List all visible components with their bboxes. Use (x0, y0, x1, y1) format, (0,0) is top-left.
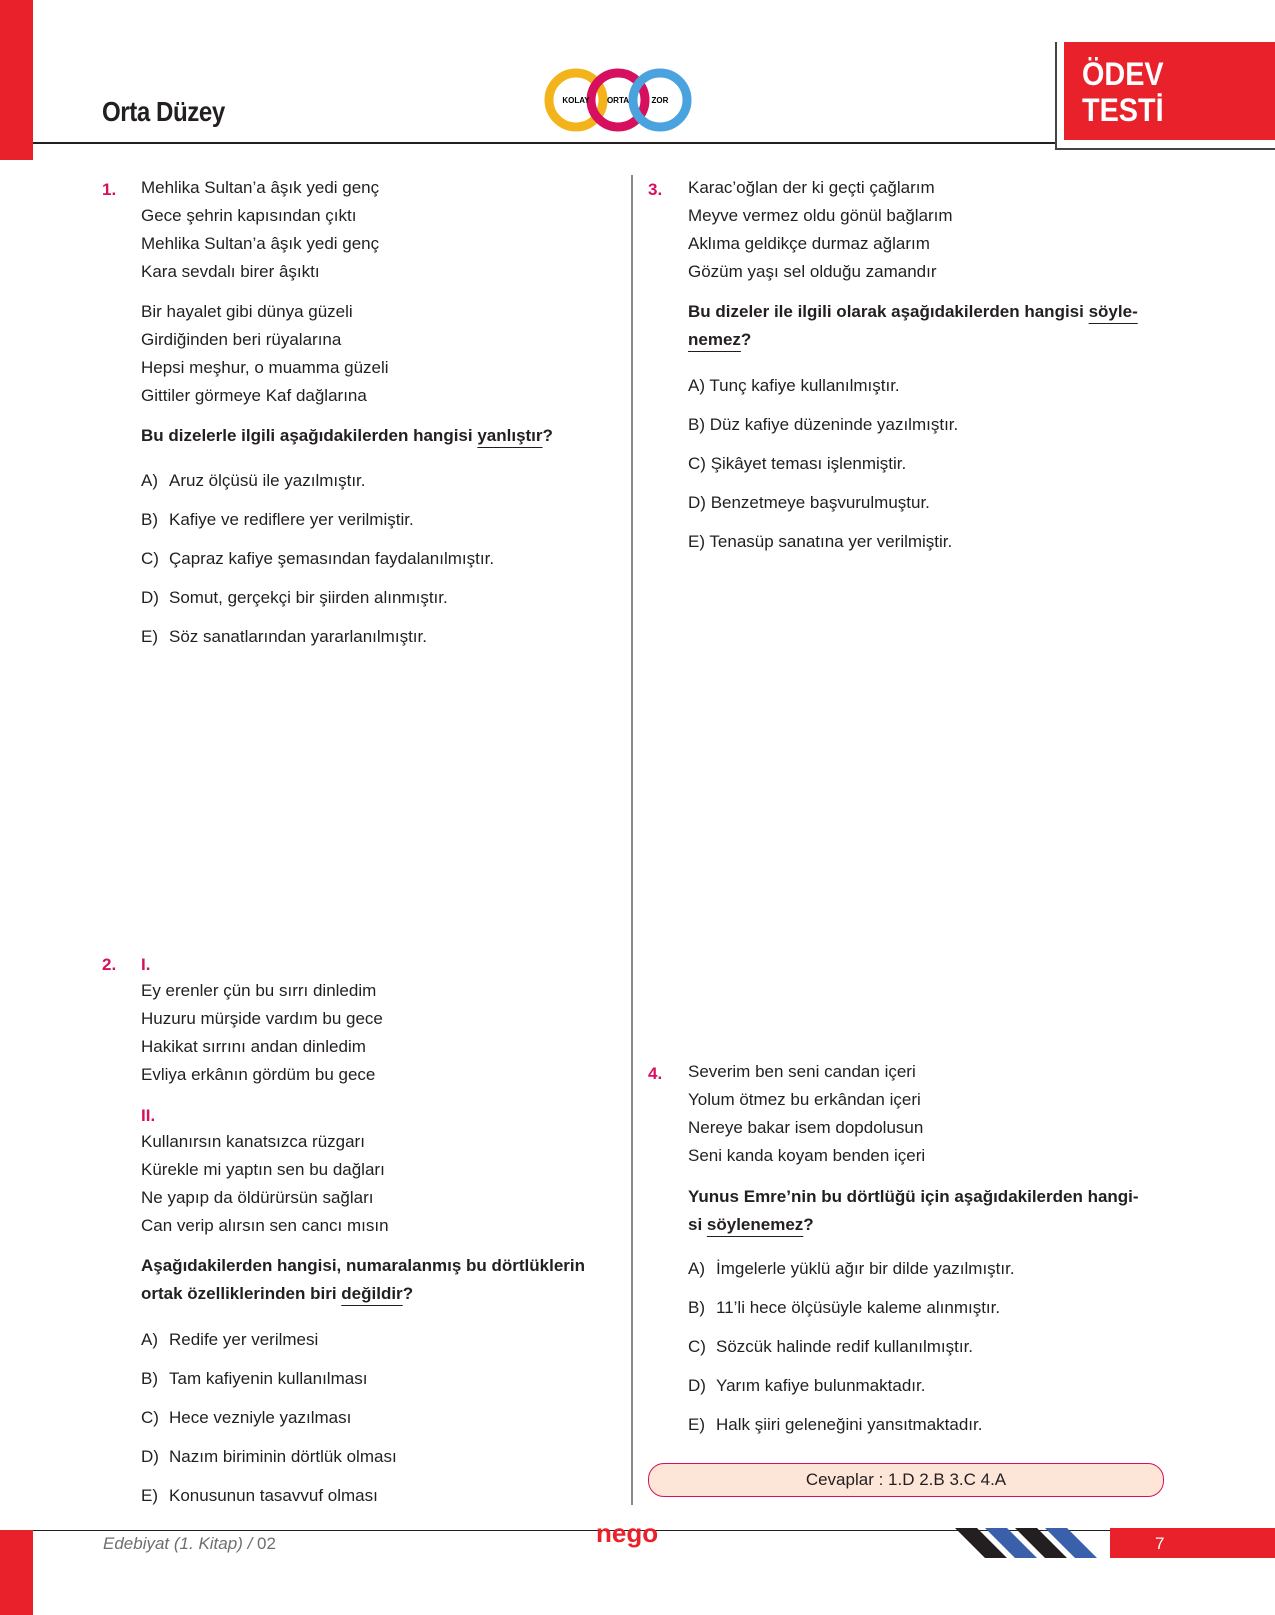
q4-option-e[interactable] (688, 1415, 982, 1435)
q4-option-e-text: Halk şiiri geleneğini yansıtmaktadır. (716, 1415, 983, 1434)
q2-option-b[interactable] (141, 1369, 367, 1389)
q3-stanza (688, 174, 953, 286)
q3-question-mark: ? (740, 330, 752, 349)
q2-s1-line-3: Hakikat sırrını andan dinledim (141, 1037, 366, 1056)
q1-option-e-text: Söz sanatlarından yararlanılmıştır. (169, 627, 427, 646)
q2-option-c-letter: C) (141, 1408, 159, 1427)
q4-line-1: Severim ben seni candan içeri (688, 1062, 916, 1081)
q4-number: 4. (648, 1064, 663, 1083)
q4-option-c-letter: C) (688, 1337, 706, 1356)
answer-key: Cevaplar : 1.D 2.B 3.C 4.A (648, 1463, 1164, 1497)
q3-option-e-letter: E) (688, 532, 705, 551)
q3-line-4: Gözüm yaşı sel olduğu zamandır (688, 262, 937, 281)
q3-question (688, 298, 1138, 354)
q4-option-a[interactable] (688, 1259, 1015, 1279)
q1-option-c[interactable] (141, 549, 494, 569)
q3-question-underlined-1: söyle- (1088, 302, 1138, 321)
q2-question-underlined: değildir (341, 1284, 403, 1303)
q4-question-mark: ? (803, 1215, 814, 1234)
footer-book-number: 02 (257, 1534, 276, 1553)
q1-option-b[interactable] (141, 510, 414, 530)
q3-option-c-text: Şikâyet teması işlenmiştir. (710, 454, 907, 473)
q1-question-mark: ? (542, 426, 553, 445)
q2-option-b-letter: B) (141, 1369, 158, 1388)
q3-option-b[interactable] (688, 415, 958, 435)
q2-question-line-2 (141, 1280, 585, 1308)
q3-question-line-2 (688, 326, 1138, 354)
q1-stanza-1 (141, 174, 379, 286)
q1-option-e-letter: E) (141, 627, 158, 646)
q4-question-underlined: söylenemez (706, 1215, 804, 1234)
q1-s1-line-4: Kara sevdalı birer âşıktı (141, 262, 320, 281)
q1-s2-line-1: Bir hayalet gibi dünya güzeli (141, 302, 353, 321)
q1-s2-line-3: Hepsi meşhur, o muamma güzeli (141, 358, 389, 377)
q1-option-e[interactable] (141, 627, 427, 647)
q3-option-e[interactable] (688, 532, 952, 552)
q4-question-line-1: Yunus Emre’nin bu dörtlüğü için aşağıdakilerden hangi- (688, 1187, 1139, 1206)
q4-option-c[interactable] (688, 1337, 973, 1357)
q3-option-c[interactable] (688, 454, 906, 474)
q2-s1-line-2: Huzuru mürşide vardım bu gece (141, 1009, 383, 1028)
q2-option-d-text: Nazım biriminin dörtlük olması (169, 1447, 397, 1466)
q4-option-b[interactable] (688, 1298, 1000, 1318)
q4-option-b-text: 11’li hece ölçüsüyle kaleme alınmıştır. (716, 1298, 1001, 1317)
q3-number: 3. (648, 180, 663, 199)
q4-option-b-letter: B) (688, 1298, 705, 1317)
q4-line-2: Yolum ötmez bu erkândan içeri (688, 1090, 921, 1109)
q1-option-b-letter: B) (141, 510, 158, 529)
header-divider (33, 142, 1055, 144)
difficulty-zor: ZOR (651, 96, 669, 105)
q3-option-c-letter: C) (688, 454, 706, 473)
difficulty-orta: ORTA (606, 96, 630, 105)
q3-line-1: Karac’oğlan der ki geçti çağlarım (688, 178, 935, 197)
q1-option-d-letter: D) (141, 588, 159, 607)
q2-stanza-2 (141, 1128, 389, 1240)
q1-number: 1. (102, 180, 117, 199)
footer-stripes (955, 1528, 1115, 1558)
q2-option-e[interactable] (141, 1486, 378, 1506)
q4-option-c-text: Sözcük halinde redif kullanılmıştır. (716, 1337, 974, 1356)
q3-option-e-text: Tenasüp sanatına yer verilmiştir. (709, 532, 953, 551)
q2-option-e-letter: E) (141, 1486, 158, 1505)
q1-s2-line-4: Gittiler görmeye Kaf dağlarına (141, 386, 367, 405)
q4-line-3: Nereye bakar isem dopdolusun (688, 1118, 924, 1137)
publisher-logo (592, 1518, 682, 1550)
q2-question-pre: ortak özelliklerinden biri (141, 1284, 342, 1303)
column-divider (631, 175, 633, 1505)
footer-page-box (1110, 1528, 1275, 1558)
q1-option-d-text: Somut, gerçekçi bir şiirden alınmıştır. (169, 588, 448, 607)
q2-option-e-text: Konusunun tasavvuf olması (169, 1486, 378, 1505)
q3-option-d-letter: D) (688, 493, 706, 512)
q2-option-c[interactable] (141, 1408, 351, 1428)
q2-s2-line-4: Can verip alırsın sen cancı mısın (141, 1216, 389, 1235)
q3-question-underlined-2: nemez (688, 330, 741, 349)
q3-option-a-letter: A) (688, 376, 705, 395)
q1-s2-line-2: Girdiğinden beri rüyalarına (141, 330, 342, 349)
page-number: 7 (1155, 1534, 1165, 1553)
q2-s2-line-3: Ne yapıp da öldürürsün sağları (141, 1188, 374, 1207)
q1-option-c-letter: C) (141, 549, 159, 568)
q4-option-a-letter: A) (688, 1259, 705, 1278)
q2-s2-line-1: Kullanırsın kanatsızca rüzgarı (141, 1132, 365, 1151)
q4-line-4: Seni kanda koyam benden içeri (688, 1146, 926, 1165)
q1-option-b-text: Kafiye ve rediflere yer verilmiştir. (169, 510, 414, 529)
q4-option-e-letter: E) (688, 1415, 705, 1434)
q4-option-d-letter: D) (688, 1376, 706, 1395)
q1-s1-line-2: Gece şehrin kapısından çıktı (141, 206, 357, 225)
q3-line-2: Meyve vermez oldu gönül bağlarım (688, 206, 953, 225)
q3-question-pre: Bu dizeler ile ilgili olarak aşağıdakilerden hangisi (688, 302, 1089, 321)
q2-option-c-text: Hece vezniyle yazılması (169, 1408, 352, 1427)
q4-option-d-text: Yarım kafiye bulunmaktadır. (716, 1376, 926, 1395)
q2-option-a[interactable] (141, 1330, 318, 1350)
q2-question-line-1: Aşağıdakilerden hangisi, numaralanmış bu dörtlüklerin (141, 1256, 585, 1275)
q2-option-b-text: Tam kafiyenin kullanılması (169, 1369, 368, 1388)
q1-option-a[interactable] (141, 471, 366, 491)
q2-s2-line-2: Kürekle mi yaptın sen bu dağları (141, 1160, 385, 1179)
left-red-bar-bottom (0, 1530, 33, 1615)
q3-line-3: Aklıma geldikçe durmaz ağlarım (688, 234, 930, 253)
q3-option-d-text: Benzetmeye başvurulmuştur. (710, 493, 930, 512)
q1-option-a-text: Aruz ölçüsü ile yazılmıştır. (169, 471, 366, 490)
q2-option-d-letter: D) (141, 1447, 159, 1466)
q1-question (141, 422, 553, 450)
q3-option-b-letter: B) (688, 415, 705, 434)
q3-option-d[interactable] (688, 493, 930, 513)
page-title: Orta Düzey (102, 96, 225, 127)
footer-book-title (103, 1534, 276, 1554)
q4-question-line-2 (688, 1211, 1139, 1239)
q2-s1-line-4: Evliya erkânın gördüm bu gece (141, 1065, 376, 1084)
q2-stanza-1 (141, 977, 383, 1089)
q1-option-a-letter: A) (141, 471, 158, 490)
q2-option-a-letter: A) (141, 1330, 158, 1349)
q1-s1-line-1: Mehlika Sultan’a âşık yedi genç (141, 178, 380, 197)
q4-stanza (688, 1058, 925, 1170)
q2-option-d[interactable] (141, 1447, 397, 1467)
q1-s1-line-3: Mehlika Sultan’a âşık yedi genç (141, 234, 380, 253)
odev-badge-text (1082, 56, 1164, 128)
q2-label-2: II. (141, 1106, 156, 1125)
difficulty-logo (543, 68, 693, 134)
badge-line-1: ÖDEV (1082, 56, 1164, 92)
q2-option-a-text: Redife yer verilmesi (169, 1330, 319, 1349)
q4-question-pre: si (688, 1215, 707, 1234)
q3-question-line-1 (688, 298, 1138, 326)
q1-option-c-text: Çapraz kafiye şemasından faydalanılmıştır. (169, 549, 495, 568)
q4-question (688, 1183, 1139, 1239)
q2-s1-line-1: Ey erenler çün bu sırrı dinledim (141, 981, 377, 1000)
q4-option-d[interactable] (688, 1376, 925, 1396)
left-red-bar (0, 0, 33, 160)
q1-question-underlined: yanlıştır (477, 426, 543, 445)
footer-book: Edebiyat (1. Kitap) / (103, 1534, 253, 1553)
difficulty-kolay: KOLAY (562, 96, 590, 105)
q4-option-a-text: İmgelerle yüklü ağır bir dilde yazılmıştır. (716, 1259, 1015, 1278)
q3-option-a-text: Tunç kafiye kullanılmıştır. (709, 376, 900, 395)
badge-line-2: TESTİ (1082, 92, 1164, 128)
q2-question-mark: ? (402, 1284, 414, 1303)
q1-question-pre: Bu dizelerle ilgili aşağıdakilerden hangisi (141, 426, 478, 445)
q1-option-d[interactable] (141, 588, 448, 608)
q2-question (141, 1252, 585, 1308)
publisher-name: nego (596, 1518, 659, 1548)
q3-option-a[interactable] (688, 376, 900, 396)
q1-stanza-2 (141, 298, 389, 410)
q3-option-b-text: Düz kafiye düzeninde yazılmıştır. (709, 415, 959, 434)
q2-number: 2. (102, 955, 117, 974)
q2-label-1: I. (141, 955, 151, 974)
